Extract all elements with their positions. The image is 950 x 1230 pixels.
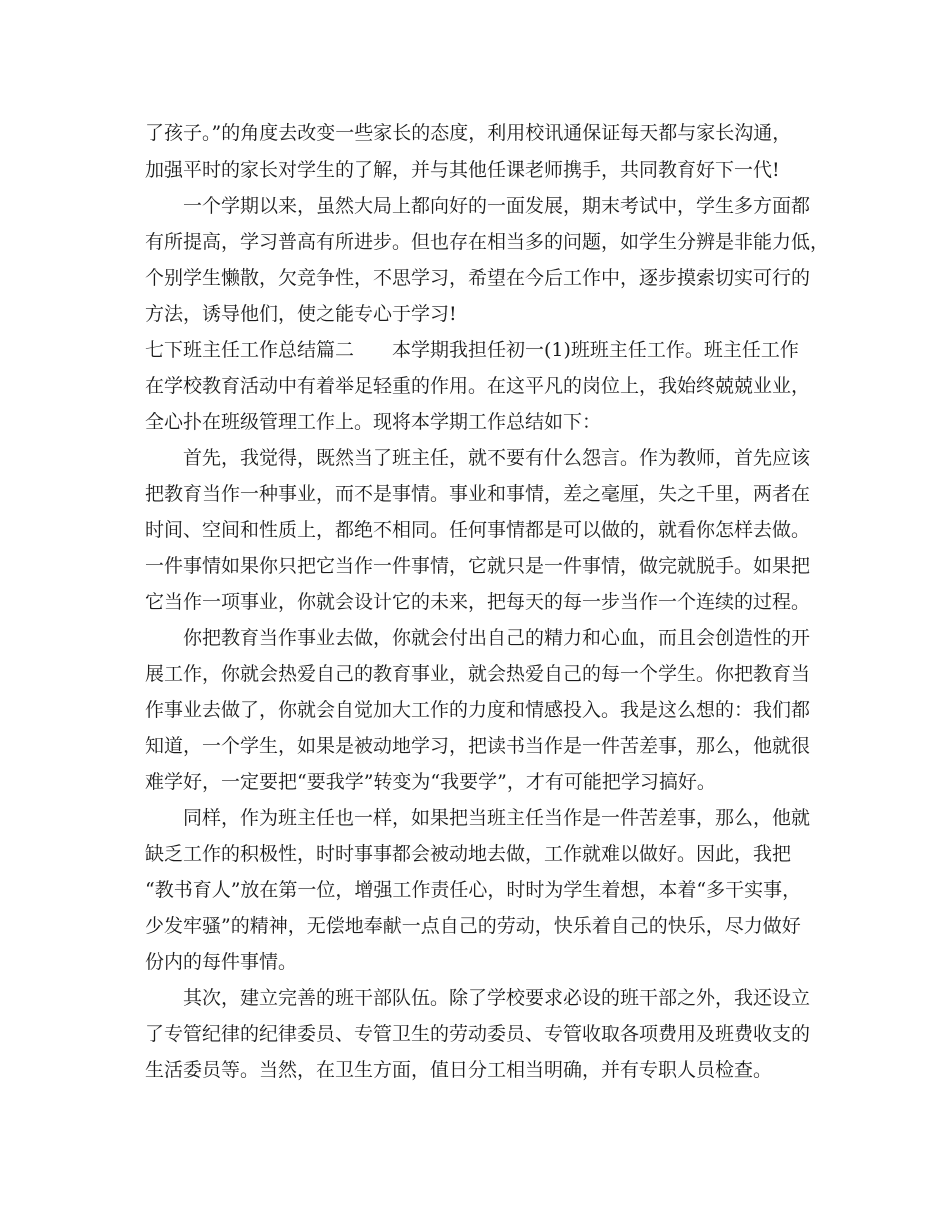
text-line: 时间、空间和性质上，都绝不相同。任何事情都是可以做的，就看你怎样去做。 — [145, 519, 811, 541]
text-line: 缺乏工作的积极性，时时事事都会被动地去做，工作就难以做好。因此，我把 — [145, 843, 792, 865]
text-line: 把教育当作一种事业，而不是事情。事业和事情，差之毫厘，失之千里，两者在 — [145, 483, 811, 505]
text-line: 有所提高，学习普高有所进步。但也存在相当多的问题，如学生分辨是非能力低， — [145, 231, 830, 253]
text-line: 其次，建立完善的班干部队伍。除了学校要求必设的班干部之外，我还设立 — [145, 987, 811, 1009]
text-line: 一件事情如果你只把它当作一件事情，它就只是一件事情，做完就脱手。如果把 — [145, 555, 811, 577]
text-line: 份内的每件事情。 — [145, 951, 298, 973]
text-line: 知道，一个学生，如果是被动地学习，把读书当作是一件苦差事，那么，他就很 — [145, 735, 811, 757]
text-line: 首先，我觉得，既然当了班主任，就不要有什么怨言。作为教师，首先应该 — [145, 447, 811, 469]
text-line: 方法，诱导他们，使之能专心于学习! — [145, 303, 457, 325]
text-line: 少发牢骚”的精神，无偿地奉献一点自己的劳动，快乐着自己的快乐，尽力做好 — [145, 915, 801, 937]
text-line: “教书育人”放在第一位，增强工作责任心，时时为学生着想，本着“多干实事， — [145, 879, 802, 901]
text-line: 难学好，一定要把“要我学”转变为“我要学”，才有可能把学习搞好。 — [145, 771, 716, 793]
text-line: 个别学生懒散，欠竞争性，不思学习，希望在今后工作中，逐步摸索切实可行的 — [145, 267, 811, 289]
text-line: 你把教育当作事业去做，你就会付出自己的精力和心血，而且会创造性的开 — [145, 627, 811, 649]
text-line: 它当作一项事业，你就会设计它的未来，把每天的每一步当作一个连续的过程。 — [145, 591, 811, 613]
text-line: 七下班主任工作总结篇二 本学期我担任初一(1)班班主任工作。班主任工作 — [145, 339, 799, 361]
text-line: 生活委员等。当然，在卫生方面，值日分工相当明确，并有专职人员检查。 — [145, 1059, 773, 1081]
text-line: 了孩子。”的角度去改变一些家长的态度，利用校讯通保证每天都与家长沟通， — [145, 122, 792, 144]
text-line: 作事业去做了，你就会自觉加大工作的力度和情感投入。我是这么想的：我们都 — [145, 699, 811, 721]
text-line: 加强平时的家长对学生的了解，并与其他任课老师携手，共同教育好下一代! — [145, 159, 780, 181]
text-line: 展工作，你就会热爱自己的教育事业，就会热爱自己的每一个学生。你把教育当 — [145, 663, 811, 685]
text-line: 在学校教育活动中有着举足轻重的作用。在这平凡的岗位上，我始终兢兢业业， — [145, 375, 811, 397]
text-line: 同样，作为班主任也一样，如果把当班主任当作是一件苦差事，那么，他就 — [145, 807, 811, 829]
text-line: 全心扑在班级管理工作上。现将本学期工作总结如下： — [145, 411, 602, 433]
text-line: 一个学期以来，虽然大局上都向好的一面发展，期末考试中，学生多方面都 — [145, 195, 811, 217]
text-line: 了专管纪律的纪律委员、专管卫生的劳动委员、专管收取各项费用及班费收支的 — [145, 1023, 811, 1045]
